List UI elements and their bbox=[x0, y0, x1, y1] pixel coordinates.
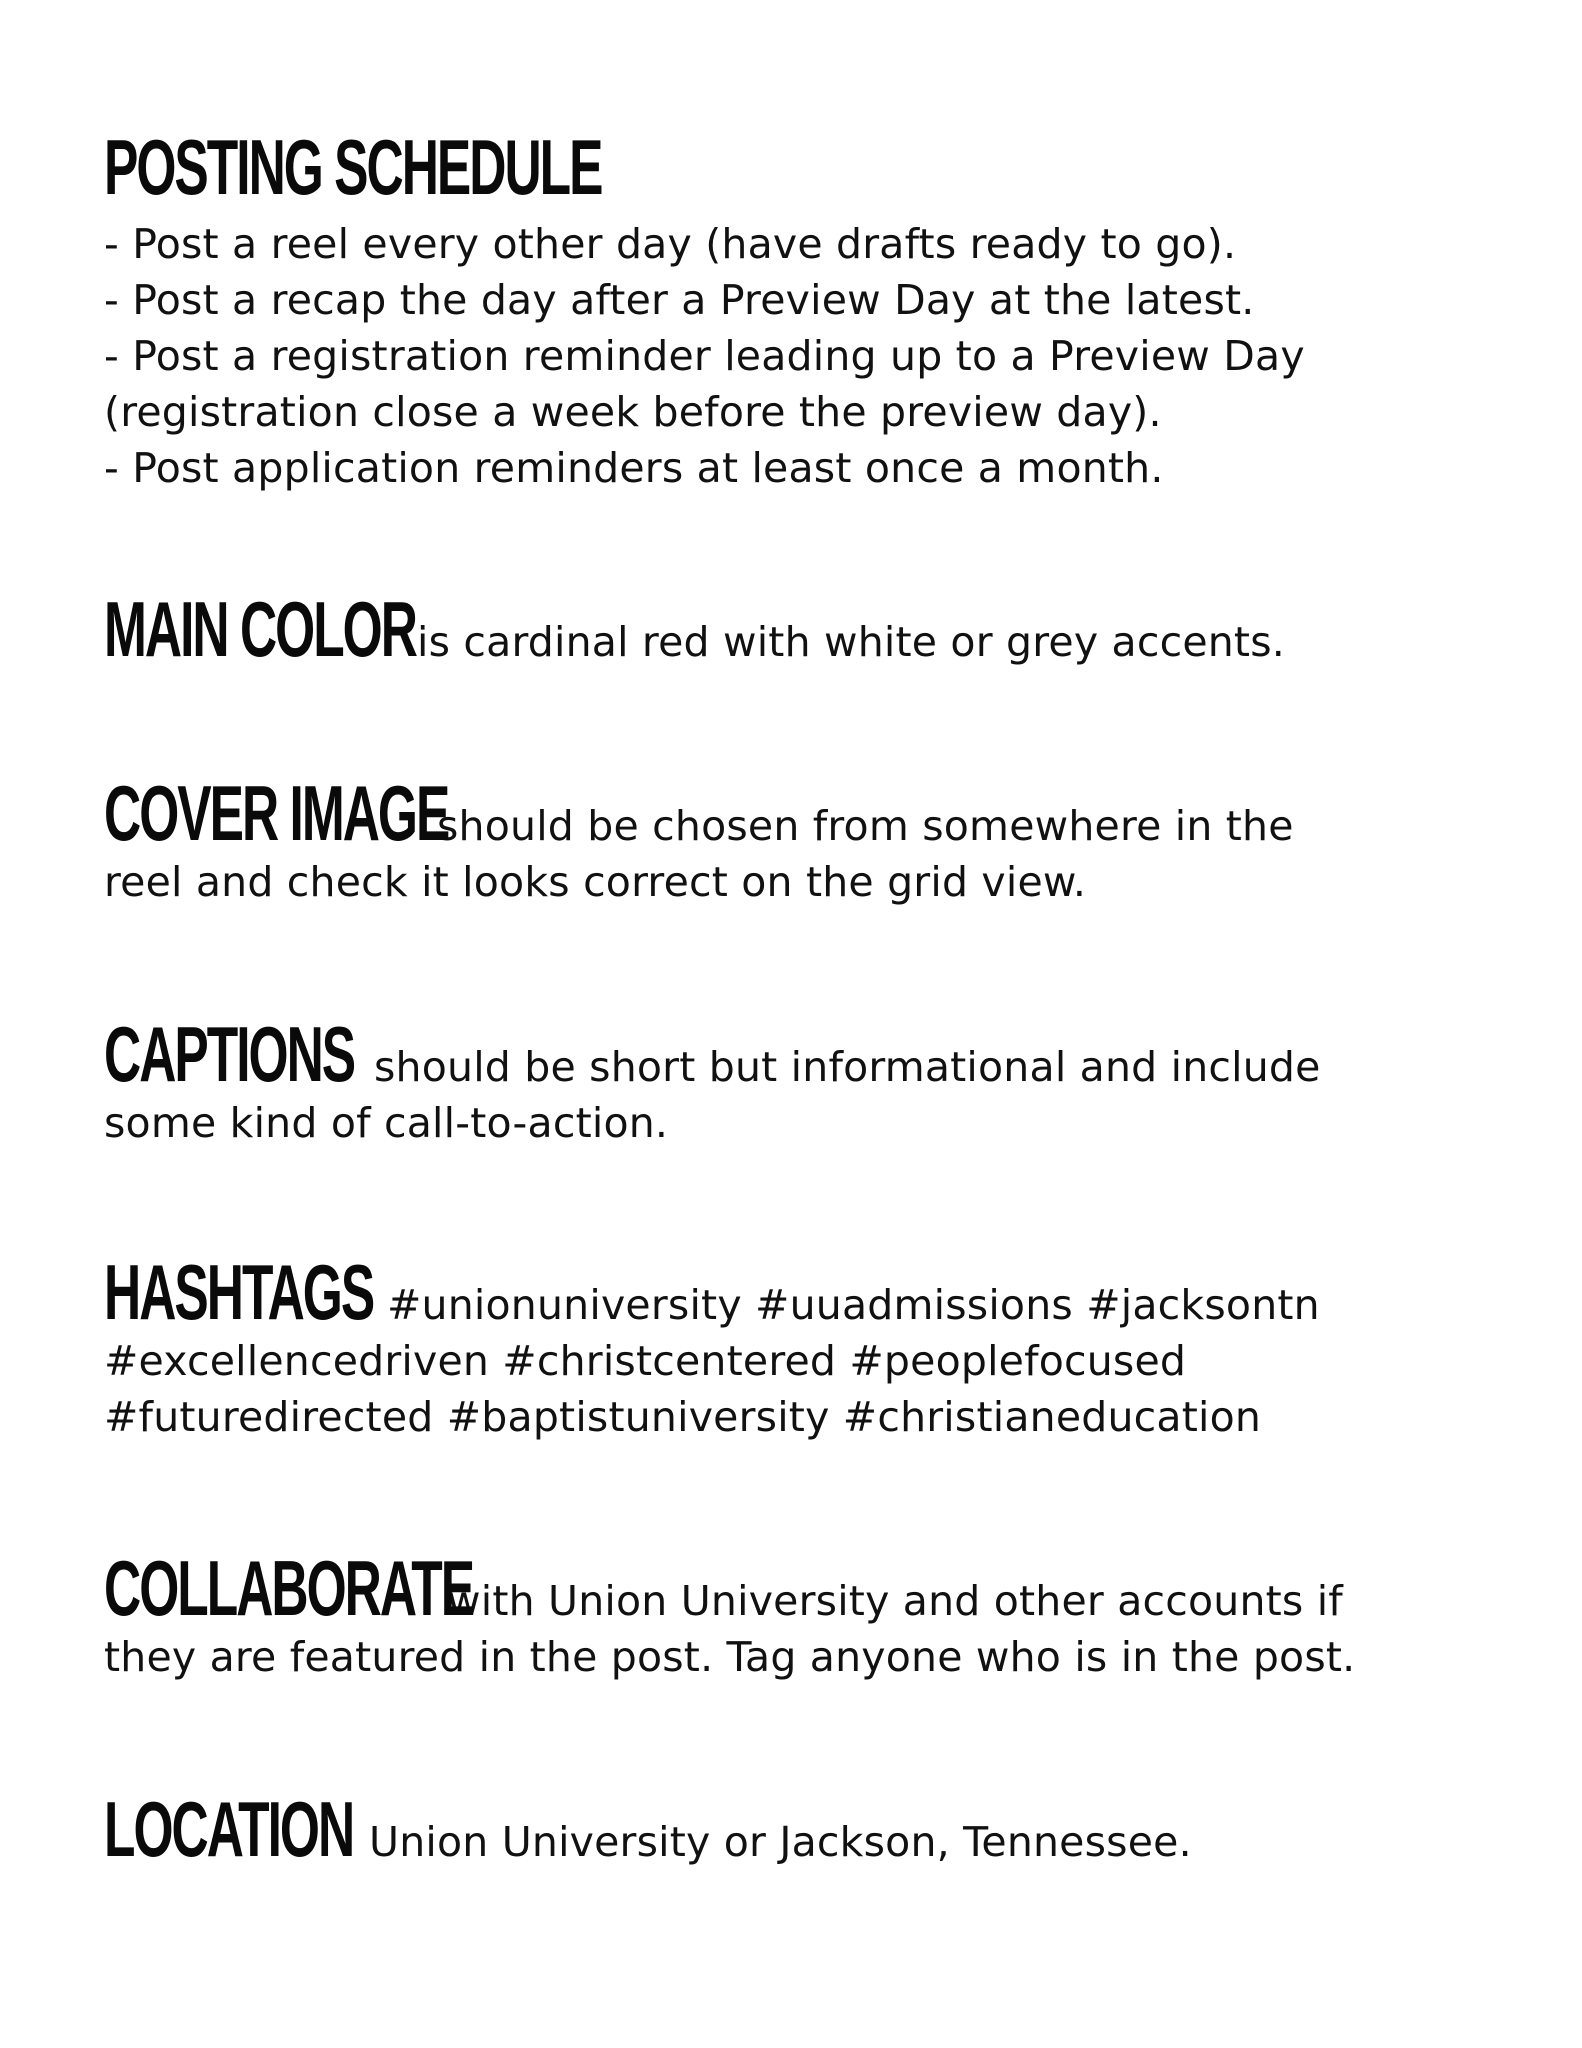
location-section bbox=[104, 1785, 1504, 1873]
collaborate-heading: COLLABORATE bbox=[104, 1544, 474, 1632]
cover-image-heading-box bbox=[104, 769, 449, 857]
hashtags-section bbox=[104, 1248, 1504, 1445]
hashtags-first-line bbox=[104, 1248, 1504, 1336]
posting-schedule-heading: POSTING SCHEDULE bbox=[104, 123, 602, 211]
posting-schedule-list bbox=[104, 216, 1504, 496]
location-first-line bbox=[104, 1785, 1504, 1873]
collaborate-text-line-2: they are featured in the post. Tag anyone who is in the post. bbox=[104, 1633, 1356, 1681]
hashtags-text-line-2: #excellencedriven #christcentered #peoplefocused bbox=[104, 1337, 1187, 1385]
captions-heading: CAPTIONS bbox=[104, 1010, 355, 1098]
location-heading-box bbox=[104, 1785, 361, 1873]
main-color-section bbox=[104, 585, 1504, 673]
posting-schedule-line-1: - Post a reel every other day (have drafts ready to go). bbox=[104, 220, 1237, 268]
cover-image-text-line-1: should be chosen from somewhere in the bbox=[437, 802, 1294, 850]
posting-schedule-line-5: - Post application reminders at least once a month. bbox=[104, 444, 1164, 492]
main-color-first-line bbox=[104, 585, 1504, 673]
hashtags-text-line-3: #futuredirected #baptistuniversity #christianeducation bbox=[104, 1393, 1262, 1441]
captions-text-line-2: some kind of call-to-action. bbox=[104, 1099, 669, 1147]
location-heading: LOCATION bbox=[104, 1785, 354, 1873]
hashtags-text-line-1: #unionuniversity #uuadmissions #jacksontn bbox=[387, 1281, 1320, 1329]
hashtags-heading: HASHTAGS bbox=[104, 1248, 374, 1336]
posting-schedule-line-2: - Post a recap the day after a Preview Day at the latest. bbox=[104, 276, 1255, 324]
main-color-heading: MAIN COLOR bbox=[104, 585, 416, 673]
hashtags-heading-box bbox=[104, 1248, 379, 1336]
captions-section bbox=[104, 1010, 1504, 1151]
collaborate-text-line-1: with Union University and other accounts if bbox=[447, 1577, 1343, 1625]
posting-schedule-line-3: - Post a registration reminder leading up to a Preview Day bbox=[104, 332, 1305, 380]
posting-schedule-section bbox=[104, 123, 1504, 496]
captions-heading-box bbox=[104, 1010, 366, 1098]
collaborate-first-line bbox=[104, 1544, 1504, 1632]
collaborate-section bbox=[104, 1544, 1504, 1685]
cover-image-heading: COVER IMAGE bbox=[104, 769, 449, 857]
posting-schedule-line-4: (registration close a week before the preview day). bbox=[104, 388, 1162, 436]
main-color-heading-box bbox=[104, 585, 416, 673]
cover-image-text-line-2: reel and check it looks correct on the grid view. bbox=[104, 858, 1087, 906]
captions-first-line bbox=[104, 1010, 1504, 1098]
main-color-text: is cardinal red with white or grey accents. bbox=[417, 618, 1285, 666]
cover-image-section bbox=[104, 769, 1504, 910]
location-text: Union University or Jackson, Tennessee. bbox=[369, 1818, 1192, 1866]
posting-schedule-heading-row bbox=[104, 123, 1504, 218]
collaborate-heading-box bbox=[104, 1544, 474, 1632]
cover-image-first-line bbox=[104, 769, 1504, 857]
captions-text-line-1: should be short but informational and include bbox=[374, 1043, 1321, 1091]
